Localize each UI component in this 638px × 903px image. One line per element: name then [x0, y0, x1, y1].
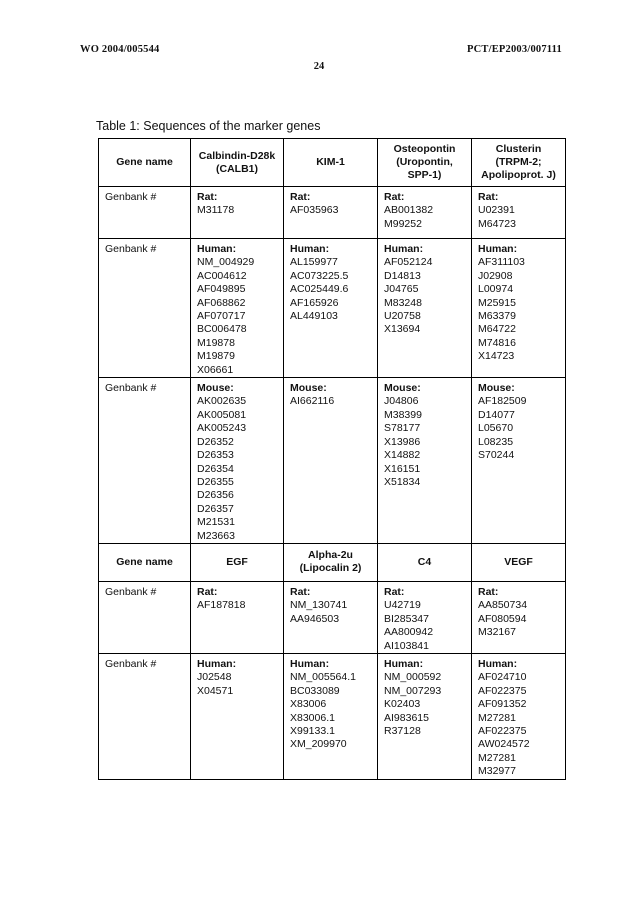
accession-number: NM_005564.1 — [290, 671, 356, 684]
header-text: Clusterin — [495, 143, 542, 155]
accession-number: AC073225.5 — [290, 269, 349, 282]
accession-number: AF311103 — [478, 256, 525, 269]
accession-number: M31178 — [197, 204, 235, 217]
header-text: Osteopontin — [393, 143, 456, 155]
accession-number: AF068862 — [197, 296, 246, 309]
accession-number: AK002635 — [197, 395, 247, 408]
accession-number: M32977 — [478, 765, 516, 778]
species-label: Human: — [197, 243, 237, 255]
row-label: Genbank # — [99, 581, 191, 653]
accession-number: M19879 — [197, 350, 235, 363]
genbank-cell — [284, 239, 378, 378]
accession-number: BI285347 — [384, 612, 429, 625]
table-row — [99, 378, 566, 544]
accession-number: X14723 — [478, 350, 515, 363]
marker-genes-table — [98, 138, 566, 780]
accession-number: AC004612 — [197, 269, 247, 282]
accession-number: AF024710 — [478, 671, 527, 684]
genbank-cell — [284, 378, 378, 544]
row-label: Genbank # — [99, 378, 191, 544]
genbank-cell — [378, 378, 472, 544]
accession-number: X13694 — [384, 323, 421, 336]
accession-number: AI103841 — [384, 639, 429, 652]
species-label: Rat: — [197, 191, 218, 203]
accession-number: M99252 — [384, 217, 422, 230]
accession-number: J02548 — [197, 671, 232, 684]
table-row — [99, 239, 566, 378]
header-text: Alpha-2u — [308, 549, 353, 562]
accession-number: AF035963 — [290, 204, 339, 217]
gene-column-header — [378, 543, 472, 581]
genbank-cell — [472, 187, 566, 239]
species-label: Rat: — [290, 191, 311, 203]
accession-number: M19878 — [197, 336, 235, 349]
species-label: Rat: — [478, 191, 499, 203]
accession-number: U42719 — [384, 599, 421, 612]
accession-number: AF022375 — [478, 725, 527, 737]
accession-number: AI662116 — [290, 395, 335, 408]
accession-number: M63379 — [478, 310, 516, 323]
accession-number: AF080594 — [478, 612, 527, 625]
gene-column-header — [191, 139, 284, 187]
genbank-cell — [191, 239, 284, 378]
accession-number: X14882 — [384, 449, 421, 462]
header-text: C4 — [417, 555, 432, 568]
species-label: Rat: — [290, 585, 311, 598]
header-text: EGF — [226, 555, 248, 568]
accession-number: U02391 — [478, 204, 515, 217]
genbank-cell — [378, 581, 472, 653]
accession-number: D26356 — [197, 489, 234, 502]
accession-number: X16151 — [384, 462, 421, 475]
accession-number: AC025449.6 — [290, 283, 349, 296]
accession-number: M64723 — [478, 217, 516, 230]
table-row — [99, 187, 566, 239]
accession-number: D14077 — [478, 408, 515, 421]
accession-number: BC006478 — [197, 323, 247, 336]
application-number: PCT/EP2003/007111 — [467, 44, 562, 55]
publication-number: WO 2004/005544 — [80, 44, 160, 55]
genbank-cell — [191, 378, 284, 544]
header-text: Calbindin-D28k — [198, 149, 276, 162]
row-label: Genbank # — [99, 653, 191, 779]
table-caption: Table 1: Sequences of the marker genes — [96, 119, 321, 133]
genbank-cell — [191, 653, 284, 779]
accession-number: AA946503 — [290, 612, 340, 625]
genbank-cell — [191, 581, 284, 653]
accession-number: AA850734 — [478, 599, 528, 612]
species-label: Mouse: — [384, 382, 421, 395]
accession-number: L08235 — [478, 435, 514, 448]
accession-number: L05670 — [478, 422, 514, 435]
accession-number: NM_130741 — [290, 599, 348, 612]
accession-number: M27281 — [478, 751, 516, 764]
accession-number: BC033089 — [290, 684, 340, 697]
genbank-cell — [472, 653, 566, 779]
accession-number: D26357 — [197, 502, 234, 515]
accession-number: X83006 — [290, 698, 327, 711]
species-label: Human: — [384, 243, 424, 255]
genbank-cell — [378, 239, 472, 378]
gene-name-header — [99, 543, 191, 581]
header-text: SPP-1) — [407, 169, 442, 181]
species-label: Human: — [290, 657, 330, 670]
header-text: Gene name — [116, 156, 173, 168]
header-text: VEGF — [504, 555, 533, 568]
accession-number: S78177 — [384, 422, 421, 435]
species-label: Human: — [290, 243, 330, 255]
header-text: KIM-1 — [316, 156, 345, 168]
accession-number: K02403 — [384, 698, 421, 711]
accession-number: AF022375 — [478, 684, 527, 697]
genbank-cell — [191, 187, 284, 239]
table-row — [99, 653, 566, 779]
species-label: Human: — [384, 657, 424, 670]
header-text: (Uropontin, — [396, 156, 453, 168]
species-label: Rat: — [384, 191, 405, 203]
accession-number: J02908 — [478, 269, 513, 282]
species-label: Rat: — [197, 585, 218, 598]
species-label: Human: — [197, 657, 237, 670]
species-label: Rat: — [384, 585, 405, 598]
accession-number: X04571 — [197, 684, 234, 697]
gene-name-header — [99, 139, 191, 187]
genbank-cell — [284, 653, 378, 779]
header-text: Apolipoprot. J) — [481, 169, 556, 181]
genbank-cell — [284, 187, 378, 239]
accession-number: M27281 — [478, 711, 516, 724]
accession-number: X13986 — [384, 435, 421, 448]
genbank-cell — [378, 653, 472, 779]
accession-number: AK005243 — [197, 422, 247, 435]
accession-number: NM_004929 — [197, 256, 255, 269]
header-text: (Lipocalin 2) — [299, 562, 362, 575]
accession-number: M64722 — [478, 323, 516, 336]
accession-number: AF091352 — [478, 698, 527, 711]
accession-number: M23663 — [197, 529, 235, 542]
accession-number: D26354 — [197, 462, 234, 475]
accession-number: AL449103 — [290, 310, 338, 323]
gene-column-header — [284, 139, 378, 187]
accession-number: M38399 — [384, 408, 422, 421]
genbank-cell — [472, 239, 566, 378]
gene-column-header — [284, 543, 378, 581]
accession-number: M83248 — [384, 296, 422, 309]
genbank-cell — [472, 378, 566, 544]
species-label: Human: — [478, 243, 518, 255]
accession-number: AK005081 — [197, 408, 247, 421]
accession-number: U20758 — [384, 310, 421, 323]
accession-number: AL159977 — [290, 256, 338, 269]
accession-number: X06661 — [197, 363, 234, 376]
accession-number: S70244 — [478, 449, 515, 462]
accession-number: AI983615 — [384, 711, 429, 724]
accession-number: NM_007293 — [384, 684, 442, 697]
accession-number: AF182509 — [478, 395, 527, 408]
genbank-cell — [284, 581, 378, 653]
accession-number: X99133.1 — [290, 725, 335, 737]
accession-number: AW024572 — [478, 738, 530, 751]
accession-number: AF049895 — [197, 283, 246, 296]
accession-number: D26355 — [197, 475, 234, 488]
header-text: (CALB1) — [216, 162, 258, 175]
accession-number: AB001382 — [384, 204, 434, 217]
accession-number: AF070717 — [197, 310, 246, 323]
accession-number: AF187818 — [197, 599, 246, 612]
accession-number: D14813 — [384, 269, 421, 282]
table-row — [99, 581, 566, 653]
accession-number: NM_000592 — [384, 671, 442, 684]
accession-number: M74816 — [478, 336, 516, 349]
accession-number: M32167 — [478, 626, 516, 639]
table-header-row — [99, 139, 566, 187]
accession-number: L00974 — [478, 283, 514, 296]
species-label: Mouse: — [197, 382, 234, 395]
accession-number: D26352 — [197, 435, 234, 448]
accession-number: M25915 — [478, 296, 516, 309]
gene-column-header — [191, 543, 284, 581]
gene-column-header — [472, 139, 566, 187]
species-label: Rat: — [478, 585, 499, 598]
row-label: Genbank # — [99, 239, 191, 378]
row-label: Genbank # — [99, 187, 191, 239]
genbank-cell — [378, 187, 472, 239]
accession-number: D26353 — [197, 449, 234, 462]
species-label: Human: — [478, 657, 518, 670]
species-label: Mouse: — [290, 382, 327, 395]
accession-number: X51834 — [384, 475, 421, 488]
table-header-row — [99, 543, 566, 581]
gene-column-header — [378, 139, 472, 187]
header-text: (TRPM-2; — [495, 156, 542, 168]
header-text: Gene name — [116, 555, 173, 568]
accession-number: J04765 — [384, 283, 419, 296]
accession-number: AA800942 — [384, 626, 434, 639]
accession-number: XM_209970 — [290, 738, 347, 751]
genbank-cell — [472, 581, 566, 653]
accession-number: R37128 — [384, 725, 421, 737]
gene-column-header — [472, 543, 566, 581]
accession-number: AF052124 — [384, 256, 433, 269]
accession-number: M21531 — [197, 516, 235, 529]
species-label: Mouse: — [478, 382, 515, 395]
accession-number: J04806 — [384, 395, 419, 408]
accession-number: X83006.1 — [290, 711, 335, 724]
page-number: 24 — [313, 61, 325, 72]
accession-number: AF165926 — [290, 296, 339, 309]
